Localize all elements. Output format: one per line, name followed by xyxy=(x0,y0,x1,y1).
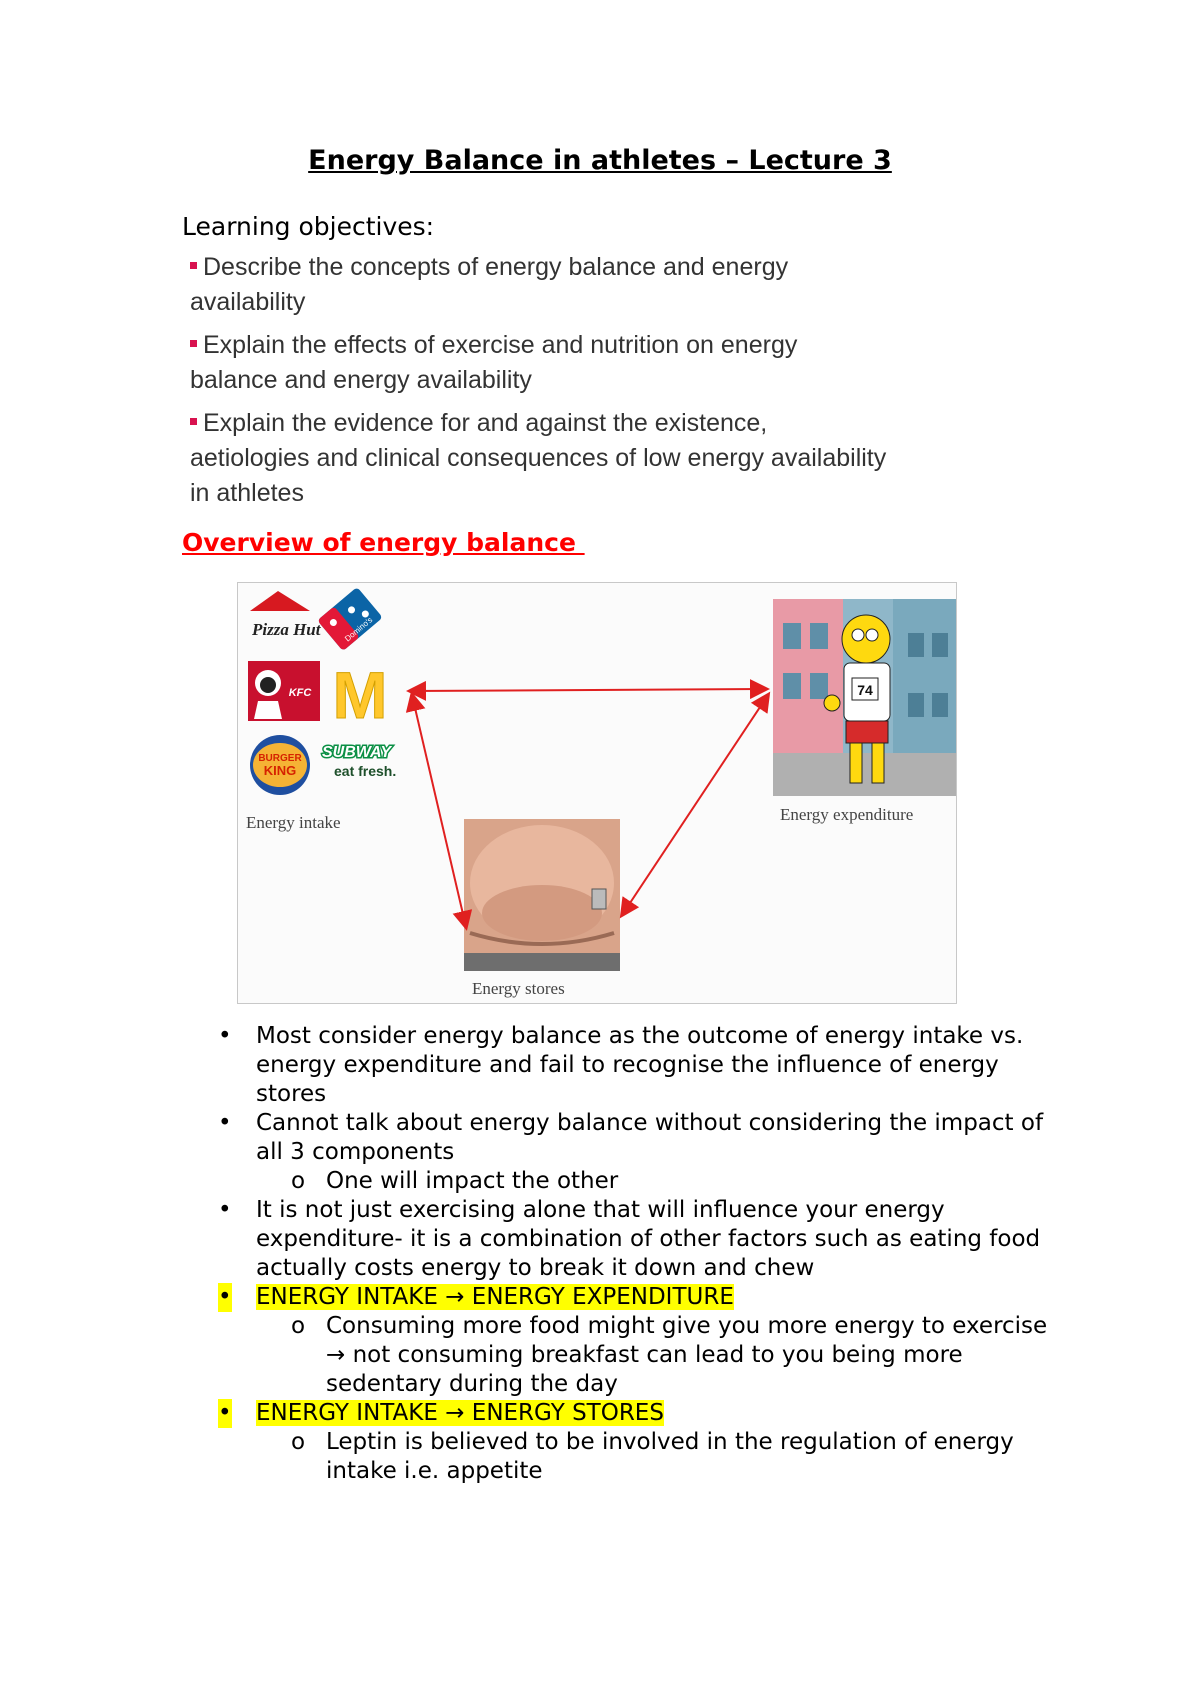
highlighted-text: ENERGY INTAKE → ENERGY EXPENDITURE xyxy=(256,1284,734,1310)
sub-list xyxy=(256,1167,1048,1196)
sub-list-item xyxy=(291,1312,1048,1399)
section-heading: Overview of energy balance xyxy=(182,528,585,557)
sub-list xyxy=(256,1428,1048,1486)
pizza-hut-text: Pizza Hut xyxy=(252,620,321,639)
objective-text: Explain the evidence for and against the existence, aetiologies and clinical consequences of low energy availability in athletes xyxy=(190,409,887,507)
burger-king-logo xyxy=(250,735,310,795)
mcdonalds-text: M xyxy=(332,658,388,732)
kfc-text: KFC xyxy=(288,687,312,699)
burger-king-text-1: BURGER xyxy=(258,753,302,764)
subway-slogan: eat fresh. xyxy=(334,763,397,779)
mcdonalds-logo xyxy=(333,658,388,732)
objective-text: Describe the concepts of energy balance and energy availability xyxy=(190,253,789,316)
highlighted-text: ENERGY INTAKE → ENERGY STORES xyxy=(256,1400,664,1426)
list-item xyxy=(218,1196,1048,1283)
dominos-logo xyxy=(317,587,383,651)
kfc-logo xyxy=(248,661,320,721)
objectives-list xyxy=(190,250,890,519)
burger-king-text-2: KING xyxy=(263,763,297,778)
energy-stores-label: Energy stores xyxy=(472,979,565,998)
arrow-expenditure-stores xyxy=(622,695,768,915)
list-item xyxy=(218,1109,1048,1196)
page-title: Energy Balance in athletes – Lecture 3 xyxy=(308,145,892,176)
energy-balance-figure xyxy=(237,582,957,1004)
arrow-intake-stores xyxy=(412,695,466,927)
sub-list-item-text: Leptin is believed to be involved in the regulation of energy intake i.e. appetite xyxy=(326,1429,1014,1484)
sub-list-item-text: Consuming more food might give you more energy to exercise → not consuming breakfast can lead to you being more sedentary during the day xyxy=(326,1313,1048,1397)
objectives-heading: Learning objectives: xyxy=(182,212,435,241)
list-item xyxy=(218,1022,1048,1109)
sub-list-item-text: One will impact the other xyxy=(326,1168,619,1194)
subway-logo xyxy=(322,744,396,779)
sub-list xyxy=(256,1312,1048,1399)
notes-list xyxy=(218,1022,1048,1486)
square-bullet-icon xyxy=(190,340,197,347)
objective-item xyxy=(190,328,890,398)
list-item-text: Cannot talk about energy balance without considering the impact of all 3 components xyxy=(256,1110,1044,1165)
highlighted-list-item xyxy=(218,1399,1048,1486)
square-bullet-icon xyxy=(190,418,197,425)
pizza-hut-logo xyxy=(250,591,322,639)
highlighted-list-item xyxy=(218,1283,1048,1399)
runner-illustration xyxy=(773,599,956,796)
energy-intake-label: Energy intake xyxy=(246,813,341,832)
list-item-text: Most consider energy balance as the outcome of energy intake vs. energy expenditure and fail to recognise the influence of energy stores xyxy=(256,1023,1024,1107)
energy-balance-diagram xyxy=(238,583,956,1003)
runner-number: 74 xyxy=(857,682,873,698)
dominos-text: Domino's xyxy=(343,615,375,644)
sub-list-item xyxy=(291,1428,1048,1486)
subway-text: SUBWAY xyxy=(322,744,392,761)
list-item-text: It is not just exercising alone that will influence your energy expenditure- it is a combination of other factors such as eating food actually costs energy to break it down and chew xyxy=(256,1197,1041,1281)
energy-stores-image xyxy=(464,819,620,971)
energy-expenditure-label: Energy expenditure xyxy=(780,805,914,824)
objective-item xyxy=(190,250,890,320)
sub-list-item xyxy=(291,1167,1048,1196)
objective-item xyxy=(190,406,890,511)
arrow-intake-expenditure xyxy=(410,689,766,691)
square-bullet-icon xyxy=(190,262,197,269)
objective-text: Explain the effects of exercise and nutrition on energy balance and energy availability xyxy=(190,331,798,394)
